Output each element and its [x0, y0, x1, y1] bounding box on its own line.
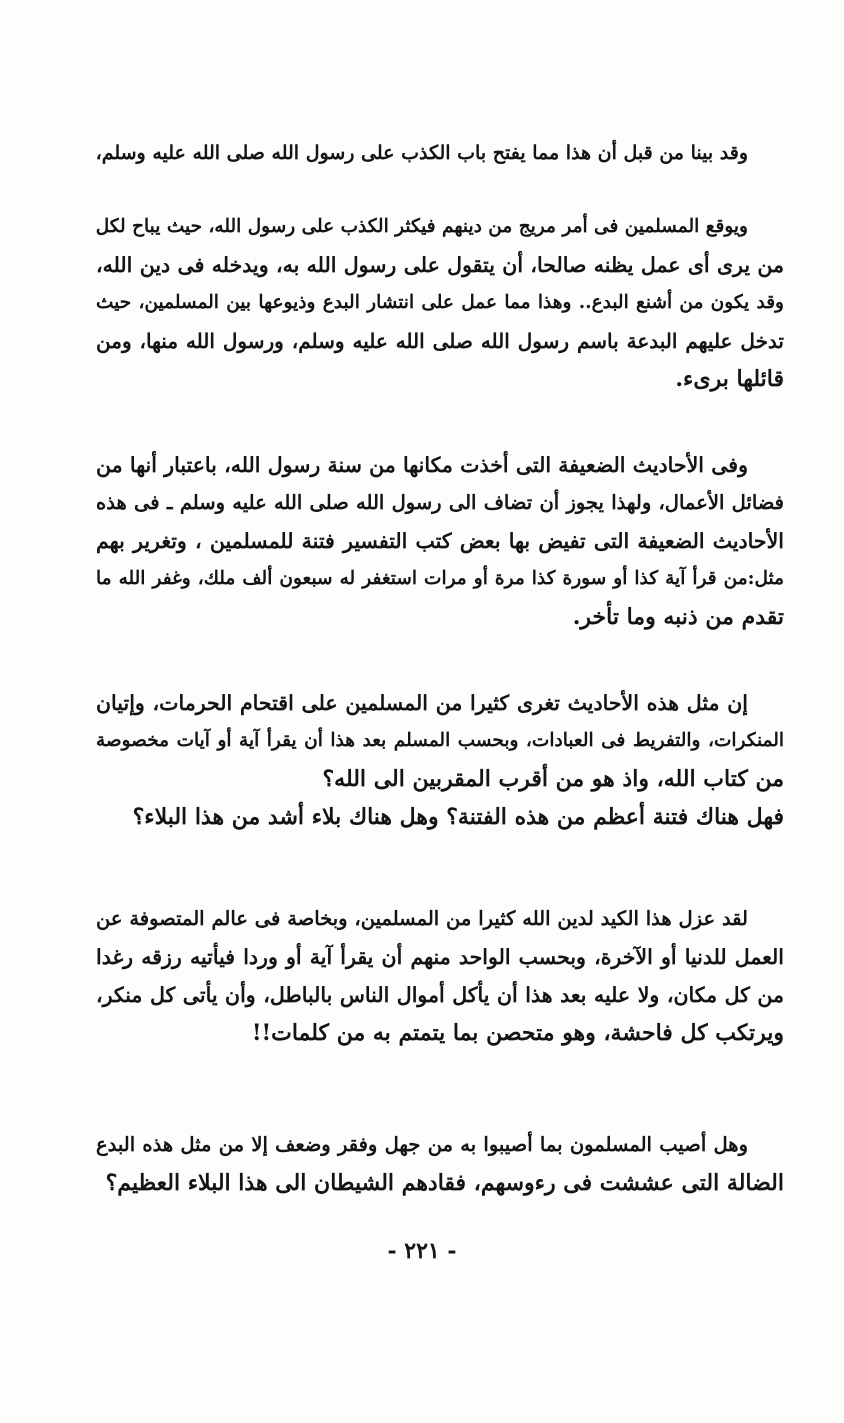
text-line: ويرتكب كل فاحشة، وهو متحصن بما يتمتم به من كلمات!! [251, 1020, 784, 1046]
text-line: تدخل عليهم البدعة باسم رسول الله صلى الله عليه وسلم، ورسول الله منها، ومن [96, 329, 784, 353]
text-line: الضالة التى عششت فى رءوسهم، فقادهم الشيطان الى هذا البلاء العظيم؟ [105, 1170, 784, 1196]
text-line: مثل:من قرأ آية كذا أو سورة كذا مرة أو مرات استغفر له سبعون ألف ملك، وغفر الله ما [96, 568, 784, 589]
page-number: - ٢٢١ - [387, 1238, 457, 1264]
text-line: المنكرات، والتفريط فى العبادات، وبحسب المسلم بعد هذا أن يقرأ آية أو آيات مخصوصة [96, 730, 784, 751]
text-line: وفى الأحاديث الضعيفة التى أخذت مكانها من سنة رسول الله، باعتبار أنها من [96, 453, 748, 477]
text-line: الأحاديث الضعيفة التى تفيض بها بعض كتب التفسير فتنة للمسلمين ، وتغرير بهم [96, 529, 784, 553]
text-line: وقد يكون من أشنع البدع.. وهذا مما عمل على انتشار البدع وذيوعها بين المسلمين، حيث [96, 292, 784, 313]
text-line: وقد بينا من قبل أن هذا مما يفتح باب الكذب على رسول الله صلى الله عليه وسلم، [96, 142, 748, 164]
paragraph-5 [96, 900, 784, 1052]
paragraph-1 [96, 134, 784, 172]
paragraph-2 [96, 208, 784, 398]
paragraph-6 [96, 1126, 784, 1202]
text-line: ويوقع المسلمين فى أمر مريج من دينهم فيكثر الكذب على رسول الله، حيث يباح لكل [96, 216, 748, 237]
text-line: إن مثل هذه الأحاديث تغرى كثيرا من المسلمين على اقتحام الحرمات، وإتيان [96, 691, 748, 715]
text-line: من يرى أى عمل يظنه صالحا، أن يتقول على رسول الله به، ويدخله فى دين الله، [96, 253, 784, 277]
paragraph-4 [96, 684, 784, 836]
text-line: تقدم من ذنبه وما تأخر. [572, 604, 784, 630]
text-line: العمل للدنيا أو الآخرة، وبحسب الواحد منهم أن يقرأ آية أو وردا فيأتيه رزقه رغدا [96, 945, 784, 969]
text-line: من كتاب الله، واذ هو من أقرب المقربين الى الله؟ [322, 766, 784, 792]
paragraph-3 [96, 446, 784, 636]
text-line: فهل هناك فتنة أعظم من هذه الفتنة؟ وهل هناك بلاء أشد من هذا البلاء؟ [132, 804, 784, 830]
text-line: قائلها برىء. [675, 366, 784, 392]
text-line: لقد عزل هذا الكيد لدين الله كثيرا من المسلمين، وبخاصة فى عالم المتصوفة عن [96, 907, 748, 930]
text-line: فضائل الأعمال، ولهذا يجوز أن تضاف الى رسول الله صلى الله عليه وسلم ـ فى هذه [96, 491, 784, 514]
text-line: من كل مكان، ولا عليه بعد هذا أن يأكل أموال الناس بالباطل، وأن يأتى كل منكر، [96, 983, 784, 1007]
text-line: وهل أصيب المسلمون بما أصيبوا به من جهل وفقر وضعف إلا من مثل هذه البدع [96, 1133, 748, 1156]
